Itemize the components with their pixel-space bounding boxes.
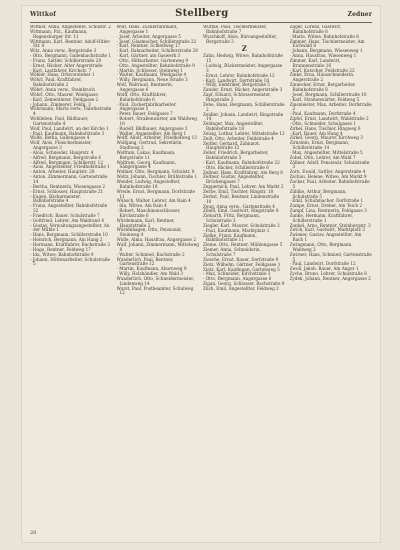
directory-entry: Zirbel, Hans, Tischler, Ringweg 6 [289,125,361,131]
directory-entry: - Alois, Schneider, Hauptstr. 4 [30,149,94,155]
directory-entry: - Karl, Straßenwärter, Feldweg 5 [289,96,360,102]
directory-entry: Wolf, Hans, Zuckerfabrikant, Angergasse 1 [116,25,178,34]
directory-entry: Wuttke, Paul, Tischlermeister, Bahnhofstraße 7 [203,25,267,34]
directory-entry: Wulle, Alma, Hausfrau, Angergasse 2 [116,237,196,243]
directory-entry: Wittkof, Anna, Angestellte, Schulstr. 2 [30,25,111,29]
directory-entry: - Otto, Bäcker, Schillerstraße 6 [203,164,269,170]
directory-entry: Wüstenhagen, Otto, Pensionär, Steinweg 4 [116,227,182,238]
directory-entry: - Rudolf, Bildhauer, Angergasse 3 [116,125,188,131]
directory-entry: - Karl, Gärtner, am Gaswerk 3 [116,53,181,59]
directory-entry: - Josef, Arbeiter, Angergasse 5 [116,33,181,39]
directory-column [203,25,286,296]
directory-entry: Zapf, Eduard, Schlossermeister, Ringstraße 2 [203,92,271,102]
directory-entry: - Anna, Hausfrau, Wiesenweg 1 [289,53,357,59]
page-number: 28 [30,530,37,536]
directory-entry: - Karl, Lastfahrer, Kirchstr. 7 [30,67,92,73]
directory-columns [30,25,372,296]
directory-column [30,25,113,296]
directory-entry: Zeilinger, Max, Angestellter, Bahnhofstraße 18 [203,121,264,132]
directory-entry: - Otto, Schneider, Schulgasse 1 [289,120,356,126]
directory-entry: Wyschkoff, Alois, Büroangestellter, Bergstraße 3 [203,33,278,44]
header-rule [30,22,372,23]
directory-entry: - Karl, Bauer, Am Hang 4 [289,130,343,136]
directory-entry: - Hans, Bergmann, Schillerstraße 10 [30,232,108,238]
header-right-catchword: Zedner [347,11,372,18]
directory-entry: - Karl, Rentner, Schleifweg 17 [116,43,181,49]
directory-entry: - Otto, Bergmann, Gallenbachstraße 1 [30,53,112,59]
directory-entry: Witz, Anna verw., Bergstraße 3 [30,48,97,54]
directory-entry: Wolf, Waltraud, Rentnerin, Angergasse 6 [116,82,173,92]
directory-entry: Zorn, Ewald, Sattler, Angerstraße 4 [289,169,366,175]
directory-entry: Zydek, Johann, Rentner, Angergasse 2 [289,275,371,281]
header-town-name: Stellberg [175,8,229,19]
directory-entry: Zunke, Hermann, Kraftfahrer, Schillerstraße 1 [289,212,354,223]
directory-entry: - Willy, Bergmann, Neue Straße 3 [116,77,188,83]
directory-entry: Wolfrum, Georg, Kaufmann, Sängergasse 4 [116,159,177,170]
directory-entry: Wunderlich, Otto, Schneidermeister, Lindenweg 14 [116,275,195,286]
directory-entry: - Karl, Kaufmann, Bahnhofstraße 22 [203,159,280,165]
directory-entry: - Martin, Schlosser, Steinweg 1 [116,67,183,73]
directory-entry: - Josef, Glasmacher, Schillerstraße 22 [116,38,197,44]
directory-entry: Wöhrl, Otto, Maurer, Weidgasse [30,91,98,97]
directory-entry: Zibell, Emil, Gastwirt, Ringstraße 8 [203,208,279,214]
directory-entry: - Gottfried, Lehrer, Am Waldrand 4 [30,217,104,223]
directory-entry: - Josef, Bergmann, Schillerstraße 10 [289,91,367,97]
directory-entry: Zipfel, Ernst, Landwirt, Waldstraße 2 [289,116,369,122]
directory-entry: Wrede, Ernst, Bergmann, Dorfstraße 11 [116,188,195,199]
directory-entry: Wittmann, Frz., Kaufmann, Regensburger Str. 11 [30,28,88,39]
directory-entry: - Willy, Elektriker, Bergstraße 5 [203,82,270,88]
directory-entry: Wolf, Alois, Fleischermeister, Angergasse 3 [30,140,92,151]
directory-entry: Wulf, Johann, Zimmermann, Mittelweg 8 [116,241,199,252]
directory-entry: - Alfred, Bergmann, Bergstraße 6 [30,154,102,160]
directory-entry: - Walter, Schmied, Bachstraße 2 [116,251,185,257]
directory-entry: - Gustav, Verwaltungsangestellter, An der Mühle 1 [30,222,110,233]
directory-entry: - Robert, Straßenwärter, am Waldweg 18 [116,116,197,126]
directory-entry: Zeltner, Gustav, Angestellter, Brückengasse 7 [203,174,265,185]
directory-entry: Wöhrl, Paul, Kraftfahrer, Bahnhofstraße 2 [30,77,83,88]
directory-entry: Zeppernick, Paul, Lehrer, Am Markt 2 [203,184,284,190]
directory-entry: Wittmann, Karl, Rentner, Adolf-Hitler-Str. 8 [30,38,111,49]
directory-entry: Zunkel, Arno, Rentner, Steinbergstr. 3 [289,222,371,228]
directory-entry: Zilch, Emil, Angestellter, Feldweg 2 [203,285,279,291]
directory-entry: - Ida, Witwe, Bahnhofstraße 9 [30,251,94,257]
directory-entry: Ziemer, Anna, Schneiderin, Schulstraße 7 [203,247,261,257]
directory-entry: - Anton, Arbeiter, Hauptstr. 28 [30,169,95,175]
directory-entry: Zehe, Hans, Bergmann, Schillerstraße 2 [203,101,285,112]
directory-entry: Zimmer, Hans, Tischlermeister, Am Eichwald 8 [289,38,365,49]
directory-entry: Zerbe, Emil, Tischler, Ringstr. 18 [203,189,274,194]
directory-entry: - Paul, Landwirt, Dorfstraße 12 [289,261,356,267]
directory-entry: - Eugen, Bäckermeister, Bahnhofstraße 4 [30,193,81,204]
directory-entry: - Robert, Maschinenschlosser, Kirchstraße 6 [116,208,181,218]
directory-entry: - Emil, Schuhmacher, Dorfstraße 1 [289,198,364,204]
directory-entry: Zietz, Karl, Kaufmann, Gartenweg 5 [203,266,280,272]
directory-entry: - Walter, Angestellter, Am Berg 1 [116,130,187,136]
directory-entry: Zeidler, Johann, Landwirt, Ringstraße 14 [203,111,284,122]
directory-entry: Zellner, Hans, Kraftfahrer, Am Berg 8 [203,169,283,175]
directory-entry: Wolfram, Lukas, Kaufmann, Bergstraße 11 [116,149,176,160]
directory-entry: Wolfe, Betha, Gallengasse 4 [30,135,90,141]
directory-entry: Ziegler, Karl, Maurer, Schulstraße 2 [203,222,280,228]
page-header [30,8,372,22]
directory-page [22,6,380,542]
directory-entry: Zeitler, Gerhard, Zahnarzt, Hauptstraße 12 [203,140,261,151]
directory-entry: Zwirner, Hans, Schmied, Gartenstraße 5 [289,251,372,262]
directory-entry: - Otto, Hilfsarbeiter, Gartenweg 9 [116,57,189,63]
directory-entry: - Paul, Zuckerfabrikarbeiter, Angergasse 5 [116,101,177,112]
directory-entry: Zirkel, Georg, Maurer, Kirchweg 3 [289,135,363,141]
directory-entry: Zilger, Lorenz, Gastwirt, Bahnhofstraße 8 [289,25,342,34]
directory-entry: - Alois, Angestellter, Friedhofstraße 1 [30,164,110,170]
directory-entry: Wohlleben, Paul, Bildhauer, Gartenstraße 4 [30,116,89,126]
directory-entry: - Ludwig, Bäckermeister, Angergasse 3 [203,63,283,73]
directory-entry: Zwiener, Gustav, Angestellter, Am Bach 1 [289,232,362,243]
directory-entry: - Alfred, Bergmann, Schillerstr. 12 [30,159,104,165]
directory-entry: Würdemann, Karl, Rentner, Hauptstraße 2 [116,217,175,228]
directory-entry: Ziebarth, Fritz, Bergmann, Schulstraße 3 [203,213,261,224]
directory-entry: - Anton, Zimmermann, Gartenstraße 14 [30,174,108,184]
directory-entry: Zumpf, Lina, Rentnerin, Feldgasse 3 [289,208,367,214]
directory-entry: - Martin, Kaufmann, Ahornweg 9 [116,266,187,272]
directory-column [290,25,373,296]
directory-entry: Zeug, Anna verw., Gartenstraße 4 [203,203,275,209]
directory-entry: - Karl, Landwirt, Dorfstraße 18 [203,77,269,83]
directory-entry: Zahn, Hedwig, Witwe, Bahnhofstraße 15 [203,53,283,64]
directory-entry: Zöllner, Adolf, Pensionär, Schulstraße 3 [289,159,370,170]
directory-entry: Zieme, Otto, Rentner, Mühlengasse 5 [203,242,283,248]
directory-entry: - Ernst, Schlosser, Hauptstraße 21 [30,188,104,194]
directory-entry: - Walter, Kaufmann, Weidgasse 4 [116,72,187,78]
directory-entry: Zobel, Otto, Lehrer, Am Wald 7 [289,154,356,160]
directory-entry: - Otto, Bergmann, Angergasse 6 [203,276,272,282]
directory-entry: - Paul, Kaufmann, Marktplatz 1 [203,227,270,233]
directory-entry: Wollner, Otto, Bergmann, Schulstr. 8 [116,169,195,175]
directory-entry: - Ernst, Lehrer, Bahnhofstraße 12 [203,72,275,78]
directory-entry: Zinke, Erna, Hausschneiderin, Angerstraße 2 [289,72,355,83]
directory-entry: Wöhrmann, Marta verw., Fabrikstraße 4 [30,106,112,117]
directory-entry: Wurst, Paul, Postbeamter, Schulweg 12 [116,285,194,296]
directory-entry: - Hugo, Rentner, Feldweg 17 [30,246,91,252]
directory-entry: Zwoll, Jakob, Bauer, Am Anger 1 [289,266,359,272]
directory-entry: - Karl, Kutscher, Feldstraße 22 [289,67,355,73]
directory-entry: Ziesche, Ernst, Bauer, Dorfstraße 9 [203,256,279,262]
directory-entry: - Otto, Angestellter, Bahnhofstraße 9 [116,62,195,68]
directory-entry: Zeiß, Otto, Arbeiter, Feldstraße 4 [203,135,274,141]
directory-entry: - Bertha, Rentnerin, Wiesengasse 2 [30,183,106,189]
directory-entry: - Peter, Bauer, Feldgasse 7 [116,111,173,117]
directory-entry: Woltz, Johann, Tischler, Brühlstraße 1 [116,174,198,180]
directory-entry: Wöhler, Hans, Ortsvorsteher 1 [30,72,95,78]
directory-entry: - Heinrich, Bergmann, Am Hang 2 [30,237,103,243]
directory-entry: Wunderlich, Paul, Rentner, Gartenstraße 12 [116,256,174,267]
directory-entry: Wolf, Paul, Landwirt, an der Kirche 1 [30,125,109,131]
directory-entry: Zeisig, Lothar, Lehrer, Mittelstraße 12 [203,130,285,136]
directory-entry: Wolfgang, Gertrud, Sekretärin, Stadtweg 2 [116,140,183,151]
directory-entry: Zerbst, Paul, Rentner, Lindenstraße 10 [203,193,280,204]
directory-entry: - Paul, Kaufmann, Bahnhofstraße 3 [30,130,105,136]
directory-entry: - Paul, Kaufmann, Dorfstraße 4 [289,111,356,117]
directory-entry: Zietz, Wilhelm, Gärtner, Feldgasse 1 [203,261,281,267]
directory-entry: - Willy, Holzhändler, Am Wald 3 [116,271,184,277]
directory-entry: Zyche, Bruno, Lehrer, Schulstraße 8 [289,271,367,277]
directory-entry: - Friedrich, Bauer, Schulstraße 7 [30,212,100,218]
directory-entry: Wünsch, Walter, Lehrer, Am Rain 4 [116,198,191,204]
directory-entry: - Franz, Angestellter, Bahnhofstraße 32 [30,203,108,214]
directory-entry: - Ernst, Bäcker, Alter Angerstraße [30,62,103,68]
directory-entry: - Ida, Witwe, Am Rain 4 [116,203,167,209]
directory-entry: Zimmer, Karl, Landwirt, Brunnenstraße 16 [289,57,341,68]
directory-entry: Zühlke, Arthur, Bergmann, Schulstraße 5 [289,188,347,199]
directory-entry: - Johann, Hüttenarbeiter, Schulstraße 5 [30,256,110,267]
section-letter-heading: Z [241,44,247,54]
directory-entry: - Johann, Bergmann, Wiesenweg 1 [289,48,363,54]
directory-entry: Zinnecker, Ernst, Bergarbeiter, Bahnhofstraße 8 [289,82,356,92]
directory-entry: - Max, Schneider, Kirchstraße 3 [203,271,271,277]
directory-entry: Zumpe, Ernst, Dreher, Am Teich 2 [289,203,363,209]
directory-entry: - Karl, Bahnarbeiter, Schillerstraße 28 [116,48,198,54]
header-left-catchword: Wittkof [30,11,56,18]
directory-column [117,25,200,296]
directory-entry: Zschau, Helene, Witwe, Am Markt 9 [289,174,367,180]
directory-entry: Zwick, Karl, Gastwirt, Marktplatz 3 [289,227,365,233]
directory-entry: Wolff, Adolf, Arbeiter, Friedhofweg 13 [116,135,197,141]
directory-entry: Zucker, Paul, Arbeiter, Bahnhofstraße 5 [289,179,370,189]
directory-entry: Zirnstein, Ernst, Bergmann, Schillerstraße 14 [289,140,350,151]
directory-entry: Zigan, Georg, Schlosser, Bachstraße 9 [203,281,285,287]
directory-entry: - Johann, Zimmerer, Feldg. 3 [30,101,91,107]
directory-entry: Zielke, Franz, Kaufmann, Bahnhofstraße 11 [203,232,257,243]
directory-entry: Zander, Ernst, Bäcker, Angerstraße 3 [203,87,283,93]
directory-entry: Wonder, Ludwig, Angestellter, Bahnhofstraße 18 [116,179,181,189]
directory-entry: Zwingmann, Otto, Bergmann, Waldweg 2 [289,241,353,252]
directory-entry: - Marie, Witwe, Bahnhofstraße 8 [289,33,359,39]
directory-entry: Wolff, Otto, Kraftfahrer, Bahnhofstraße 6 [116,91,167,102]
directory-entry: Wöhrl, Anna verw., Steinbruch [30,86,95,92]
directory-entry: - Karl, Zementierer, Feldgasse 2 [30,96,99,102]
directory-entry: - Hermann, Kraftfahrer, Bachstraße 3 [30,241,110,247]
directory-entry: - Max, Angestellter, Mittelstraße 5 [289,149,363,155]
directory-entry: Zeller, Friedrich, Bergarbeiter, Bahnhofstraße 5 [203,150,269,161]
directory-entry: - Franz, Sattler, Schillerstraße 20 [30,57,102,63]
directory-entry: Zinsmeister, Max, Arbeiter, Dorfstraße 2 [289,101,372,112]
